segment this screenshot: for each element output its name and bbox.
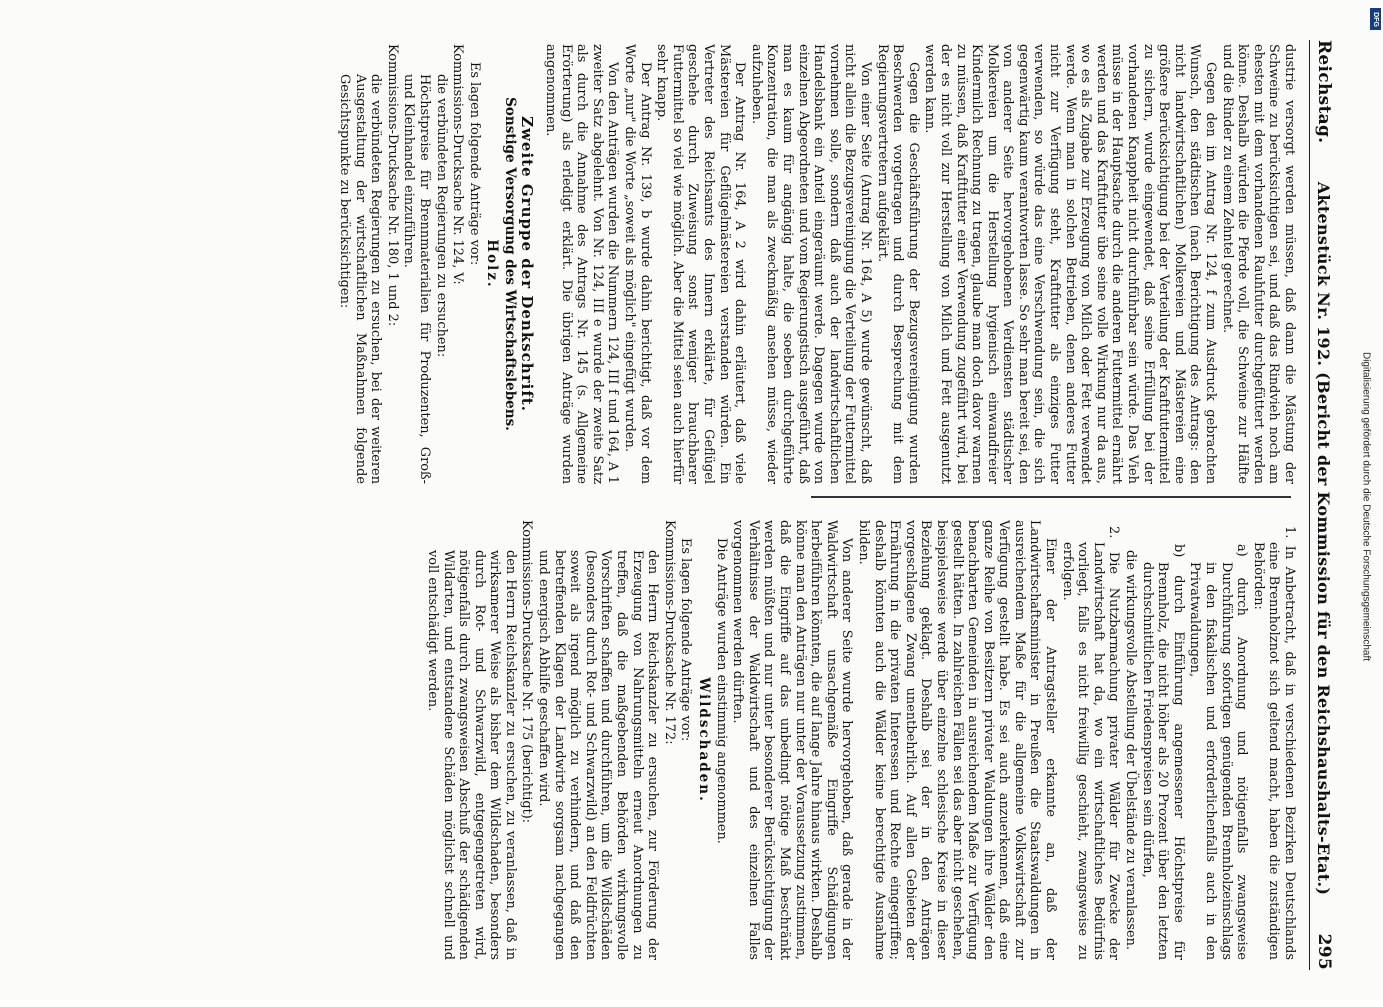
digitization-credit	[1353, 8, 1379, 998]
paragraph: den Herrn Reichskanzler zu ersuchen, zur Förderung der Erzeugung von Nahrungsmitteln erneut Anordnungen zu treffen, daß die maßgebenden Behörden wirkungsvolle Vorschriften schaffen und durchführen, um die Wildschäden (besonders durch Rot- und Schwarzwild) an den Feldfrüchten soweit als irgend möglich zu verhindern, und daß den betreffenden Klagen der Landwirte sorgsam nachgegangen und energisch Abhilfe geschaffen wird.	[536, 550, 661, 960]
motion-reference: Kommissions-Drucksache Nr. 124, V:	[450, 44, 466, 285]
paragraph: Es lagen folgende Anträge vor:	[678, 538, 694, 742]
paragraph: Höchstpreise für Brennmaterialien für Produzenten, Groß- und Kleinhandel einzuführen.	[401, 74, 432, 484]
list-item: a) durch Anordnung und nötigenfalls zwangsweise Durchführung sofortigen genügenden Brennholzeinschlags in den fiskalischen und erforderlichenfalls auch in den Privatwaldungen,	[1187, 544, 1250, 960]
paragraph: die wirkungsvolle Abstellung der Übelstände zu veranlassen.	[1123, 550, 1139, 950]
list-item: 2. Die Nutzbarmachung privater Wälder für Zwecke der Landwirtschaft hat da, wo ein wirtschaftliches Bedürfnis vorliegt, falls es nicht freiwillig geschieht, zwangsweise zu erfolgen.	[1059, 526, 1122, 960]
right-column	[7, 520, 1297, 960]
paragraph: Gegen den im Antrag Nr. 124, f zum Ausdruck gebrachten Wunsch, den städtischen (nach Berichtigung des Antrags: den nicht landwirtschaftlichen) Molkereien und Mästereien eine größere Berücksichtigung bei der Verteilung der Kraftfuttermittel zu sichern, wurde eingewendet, daß seine Erfüllung bei der vorhandenen Knappheit nicht durchführbar sein würde. Das Vieh müsse in der Hauptsache durch die anderen Futtermittel ernährt werden und das Kraftfutter übe seine volle Wirkung nur da aus, wo es als Zugabe zur Erzeugung von Milch oder Fett verwendet werde. Wenn man in solchen Betrieben, denen anderes Futter nicht zur Verfügung steht, Kraftfutter als einziges Futter verwenden, so würde das eine Verschwendung sein, die sich gegenwärtig kaum verantworten lasse. So sehr man bereit sei, den von anderer Seite hervorgehobenen Verdiensten städtischer Molkereien um die Herstellung hygienisch einwandfreier Kindermilch Rechnung zu tragen, glaube man doch davor warnen zu müssen, daß Kraftfutter einer Verwendung zugeführt wird, bei der es nicht voll zur Herstellung von Milch und Fett ausgenutzt werden kann.	[922, 44, 1219, 484]
topic-heading: Holz.	[484, 239, 501, 289]
paragraph: die verbündeten Regierungen zu ersuchen:	[433, 74, 449, 358]
paragraph: Gegen die Geschäftsführung der Bezugsvereinigung wurden Beschwerden vorgetragen und durch Besprechung mit dem Regierungsvertretern aufgeklärt.	[874, 44, 921, 484]
motion-reference: Kommissions-Drucksache Nr. 175 (berichtigt):	[519, 520, 535, 824]
credit-text: Digitalisierung gefördert durch die Deutsche Forschungsgemeinschaft	[1360, 351, 1372, 662]
paragraph: die verbündeten Regierungen zu ersuchen, bei der weiteren Ausgestaltung der wirtschaftlichen Maßnahmen folgende Gesichtspunkte zu berücksichtigen:	[336, 74, 384, 484]
paragraph: dustrie versorgt werden müssen, daß dann die Mästung der Schweine zu berücksichtigen sei, und daß das Rindvieh noch am ehesten mit dem vorhandenen Rauhfutter durchgefüttert werden könne. Deshalb würden die Pferde voll, die Schweine zur Hälfte und die Rinder zu einem Zehntel gerechnet.	[1219, 44, 1297, 484]
column-divider	[811, 496, 1291, 498]
paragraph: Von den Anträgen wurden die Nummern 124, III f und 164, A 1 zweiter Satz abgelehnt. Von Nr. 124, III e wurde der zweite Satz als durch die Annahme des Antrags Nr. 145 (s. Allgemeine Erörterung) als erledigt erklärt. Die übrigen Anträge wurden angenommen.	[543, 44, 621, 484]
paragraph: Von einer Seite (Antrag Nr. 164, A 5) wurde gewünscht, daß nicht allein die Bezugsvereinigung die Verteilung der Futtermittel vornehmen solle, sondern daß auch der landwirtschaftlichen Handelsbank ein Anteil eingeräumt werde. Dagegen wurde von einzelnen Abgeordneten und vom Regierungstisch ausgeführt, daß man es kaum für angängig halte, die soeben durchgeführte Konzentration, die man als zweckmäßig ansehen müsse, wieder aufzuheben.	[748, 44, 873, 484]
running-header	[1309, 40, 1353, 970]
section-subheading: Sonstige Versorgung des Wirtschaftslebens.	[501, 97, 518, 431]
dfg-logo	[1370, 8, 1381, 30]
paragraph: Einer der Antragsteller erkannte an, daß der Landwirtschaftsminister in Preußen die Staatswaldungen in ausreichendem Maße für die allgemeine Volkswirtschaft zur Verfügung gestellt habe. Es sei auch anzuerkennen, daß eine ganze Reihe von Besitzern privater Waldungen ihre Wälder den benachbarten Gemeinden in ausreichendem Maße zur Verfügung gestellt hätten. In zahlreichen Fällen sei das aber nicht geschehen, beispielsweise werde über einzelne schlesische Kreise in dieser Beziehung geklagt. Deshalb sei der in den Anträgen vorgeschlagene Zwang unentbehrlich. Auf allen Gebieten der Ernährung in die privaten Interessen und Rechte eingegriffen; deshalb könnten auch die Wälder keine berechtigte Ausnahme bilden.	[855, 520, 1059, 960]
dfg-logo-text: DFG	[1372, 11, 1379, 27]
motion-reference: Kommissions-Drucksache Nr. 180, 1 und 2:	[384, 44, 400, 327]
header-left: Reichstag.	[1314, 40, 1334, 144]
paragraph: den Herrn Reichskanzler zu ersuchen, zu veranlassen, daß in wirksamerer Weise als bisher dem Wildschaden, besonders durch Rot- und Schwarzwild, entgegengetreten wird, nötigenfalls durch zwangsweisen Abschuß der schädigenden Wildarten, und entstandene Schäden möglichst schnell und voll entschädigt werden.	[424, 550, 518, 960]
paragraph: Der Antrag Nr. 139, b wurde dahin berichtigt, daß vor dem Worte „nur" die Worte „soweit als möglich" eingefügt wurden.	[622, 44, 653, 484]
header-title: Aktenstück Nr. 192. (Bericht der Kommission für den Reichshaushalts-Etat.)	[1314, 181, 1333, 896]
left-column	[7, 44, 1297, 484]
page-number: 295	[1314, 933, 1334, 970]
section-heading: Zweite Gruppe der Denkschrift.	[518, 116, 537, 412]
list-item: 1. In Anbetracht, daß in verschiedenen Bezirken Deutschlands eine Brennholznot sich geltend macht, haben die zuständigen Behörden:	[1250, 526, 1297, 960]
paragraph: Die Anträge wurden einstimmig angenommen.	[713, 538, 729, 844]
paragraph: Von anderer Seite wurde hervorgehoben, daß gerade in der Waldwirtschaft unsachgemäße Eingriffe Schädigungen herbeiführen könnten, die auf lange Jahre hinaus wirkten. Deshalb könne man den Anträgen nur unter der Voraussetzung zustimmen, daß die Eingriffe auf das unbedingt nötige Maß beschränkt werden müßten und nur unter besonderer Berücksichtigung der Verhältnisse der Waldwirtschaft und des einzelnen Falles vorgenommen werden dürften.	[730, 520, 855, 960]
motion-reference: Kommissions-Drucksache Nr. 172:	[661, 520, 677, 745]
paragraph: Der Antrag Nr. 164, A 2 wird dahin erläutert, daß viele Mästereien für Geflügelmästereien verstanden würden. Ein Vertreter des Reichsamts des Innern erklärte, für Geflügel geschehe durch Zuweisung sonst weniger brauchbarer Futtermittel so viel wie möglich. Aber die Mittel seien auch hierfür sehr knapp.	[654, 44, 748, 484]
paragraph: Es lagen folgende Anträge vor:	[466, 62, 482, 266]
topic-heading: Wildschaden.	[696, 677, 713, 803]
list-item: b) durch Einführung angemessener Höchstpreise für Brennholz, die nicht höher als 20 Prozent über den letzten durchschnittlichen Friedenspreisen sein dürfen,	[1139, 544, 1186, 960]
